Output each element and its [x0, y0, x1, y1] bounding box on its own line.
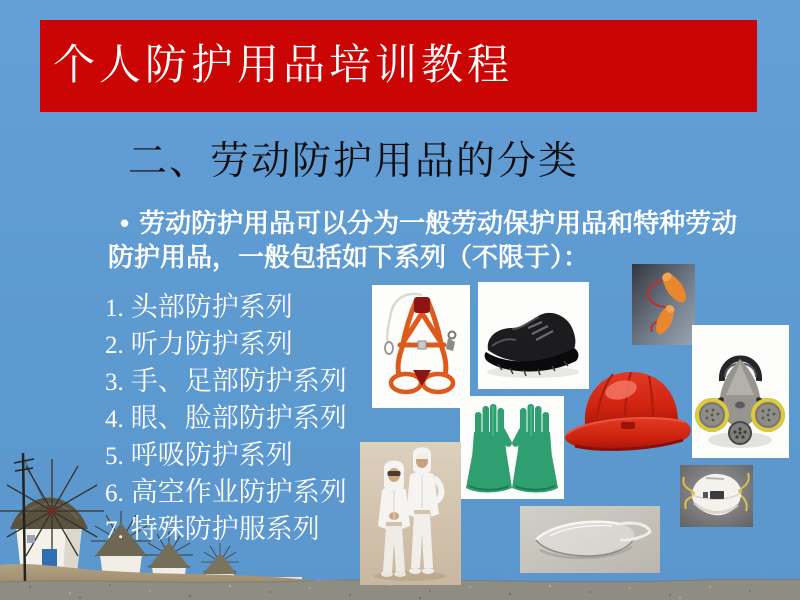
list-item-4: [105, 396, 347, 433]
slide-heading: 二、劳动防护用品的分类: [128, 140, 580, 183]
item-label: 特殊防护服系列: [130, 514, 320, 544]
item-number: 2.: [105, 332, 124, 359]
item-label: 呼吸防护系列: [130, 440, 293, 470]
list-item-5: [105, 433, 347, 470]
item-number: 1.: [105, 295, 124, 322]
photo-earplugs: [632, 264, 695, 345]
list-item-6: [105, 470, 347, 507]
list-item-1: [105, 285, 347, 322]
safety-harness-image: [372, 285, 470, 408]
item-label: 头部防护系列: [130, 292, 293, 322]
item-label: 听力防护系列: [130, 329, 293, 359]
hard-hat-image: [561, 360, 695, 466]
photo-hard-hat: [561, 360, 695, 466]
photo-safety-harness: [372, 285, 470, 408]
banner-title: 个人防护用品培训教程: [53, 43, 514, 89]
list-item-2: [105, 322, 347, 359]
item-number: 5.: [105, 443, 124, 470]
photo-n95-mask: [680, 465, 753, 527]
item-label: 高空作业防护系列: [130, 477, 347, 507]
protective-suits-image: [360, 442, 461, 585]
photo-gloves: [460, 396, 564, 499]
item-number: 3.: [105, 369, 124, 396]
item-number: 4.: [105, 406, 124, 433]
list-item-7: [105, 507, 347, 544]
item-number: 6.: [105, 480, 124, 507]
photo-respirator: [692, 325, 789, 458]
photo-protective-suits: [360, 442, 461, 585]
item-number: 7.: [105, 517, 124, 544]
respirator-image: [692, 325, 789, 458]
ppe-category-list: [105, 285, 347, 544]
item-label: 眼、脸部防护系列: [130, 403, 347, 433]
n95-mask-image: [680, 465, 753, 527]
item-label: 手、足部防护系列: [130, 366, 347, 396]
list-item-3: [105, 359, 347, 396]
photo-safety-glasses: [520, 506, 660, 573]
earplugs-image: [632, 264, 695, 345]
intro-text: 劳动防护用品可以分为一般劳动保护用品和特种劳动防护用品，一般包括如下系列（不限于）：: [108, 208, 738, 272]
bullet-marker: •: [120, 208, 130, 238]
gloves-image: [460, 396, 564, 499]
slide-banner: [40, 20, 757, 112]
safety-glasses-image: [520, 506, 660, 573]
